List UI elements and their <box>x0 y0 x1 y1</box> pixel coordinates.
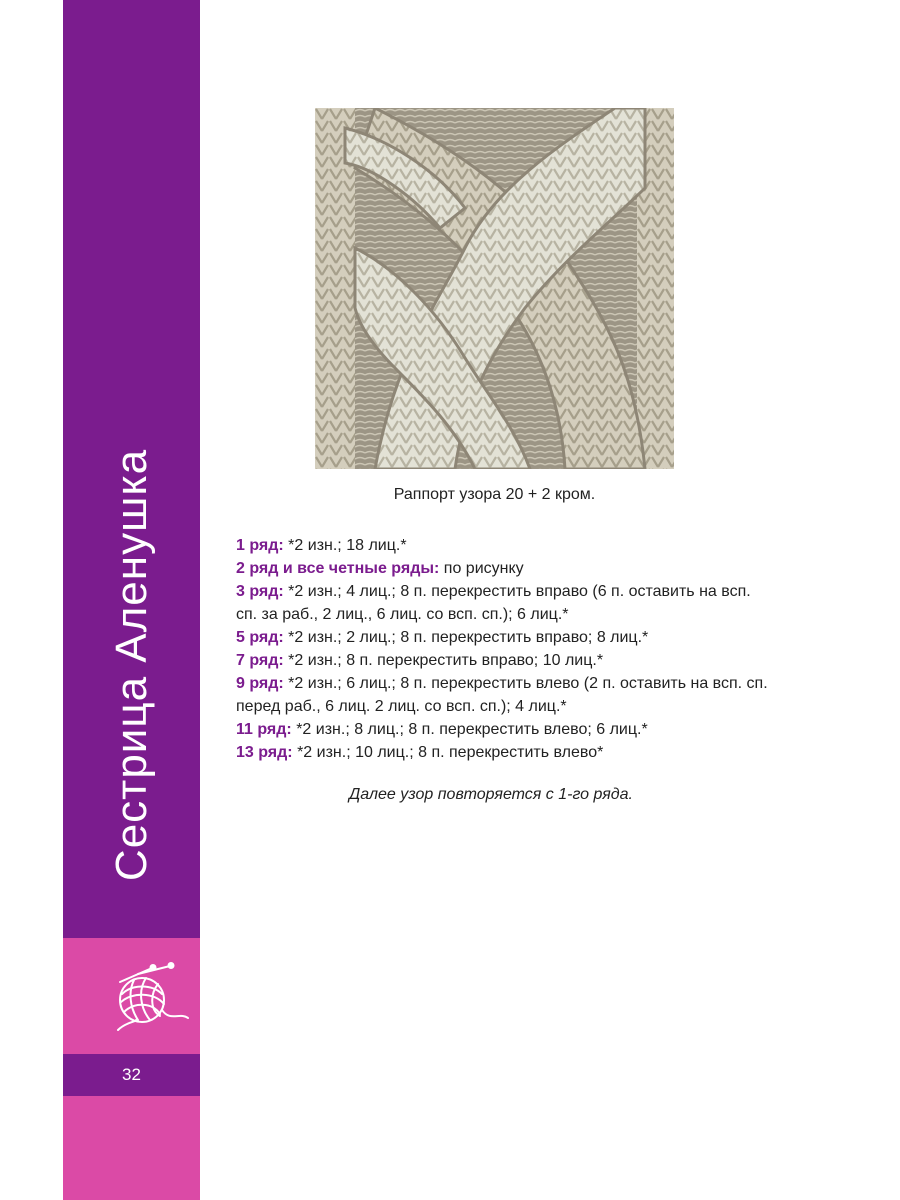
row-label: 7 ряд: <box>236 652 284 669</box>
row-instruction <box>236 580 776 626</box>
page-number-bar <box>63 1054 200 1096</box>
row-instruction <box>236 649 776 672</box>
repeat-note: Далее узор повторяется с 1-го ряда. <box>349 786 633 803</box>
row-label: 13 ряд: <box>236 744 293 761</box>
row-text: *2 изн.; 4 лиц.; 8 п. перекрестить вправо (6 п. оставить на всп. сп. за раб., 2 лиц., 6 лиц. со всп. сп.); 6 лиц.* <box>236 583 751 623</box>
row-text: *2 изн.; 8 лиц.; 8 п. перекрестить влево; 6 лиц.* <box>291 721 648 738</box>
row-label: 3 ряд: <box>236 583 284 600</box>
row-label: 2 ряд и все четные ряды: <box>236 560 440 577</box>
row-instructions <box>236 534 776 764</box>
row-text: *2 изн.; 2 лиц.; 8 п. перекрестить вправо; 8 лиц.* <box>283 629 649 646</box>
row-instruction <box>236 672 776 718</box>
row-instruction <box>236 534 776 557</box>
row-label: 9 ряд: <box>236 675 284 692</box>
cable-knit-photo <box>315 108 674 469</box>
row-instruction <box>236 741 776 764</box>
row-instruction <box>236 718 776 741</box>
sidebar-bottom-block <box>63 1096 200 1200</box>
sidebar-title-container <box>63 0 200 938</box>
cable-knit-illustration <box>315 108 674 469</box>
row-text: по рисунку <box>439 560 524 577</box>
pattern-caption: Раппорт узора 20 + 2 кром. <box>393 486 596 503</box>
row-label: 1 ряд: <box>236 537 284 554</box>
row-label: 5 ряд: <box>236 629 284 646</box>
row-text: *2 изн.; 18 лиц.* <box>283 537 407 554</box>
row-text: *2 изн.; 10 лиц.; 8 п. перекрестить влево* <box>292 744 604 761</box>
row-text: *2 изн.; 8 п. перекрестить вправо; 10 лиц.* <box>283 652 604 669</box>
row-instruction <box>236 557 776 580</box>
row-label: 11 ряд: <box>236 721 292 738</box>
row-instruction <box>236 626 776 649</box>
page-number: 32 <box>122 1065 141 1084</box>
yarn-ball-needles-icon <box>108 962 192 1038</box>
row-text: *2 изн.; 6 лиц.; 8 п. перекрестить влево (2 п. оставить на всп. сп. перед раб., 6 лиц. 2 лиц. со всп. сп.); 4 лиц.* <box>236 675 768 715</box>
sidebar-title: Сестрица Аленушка <box>106 448 156 882</box>
